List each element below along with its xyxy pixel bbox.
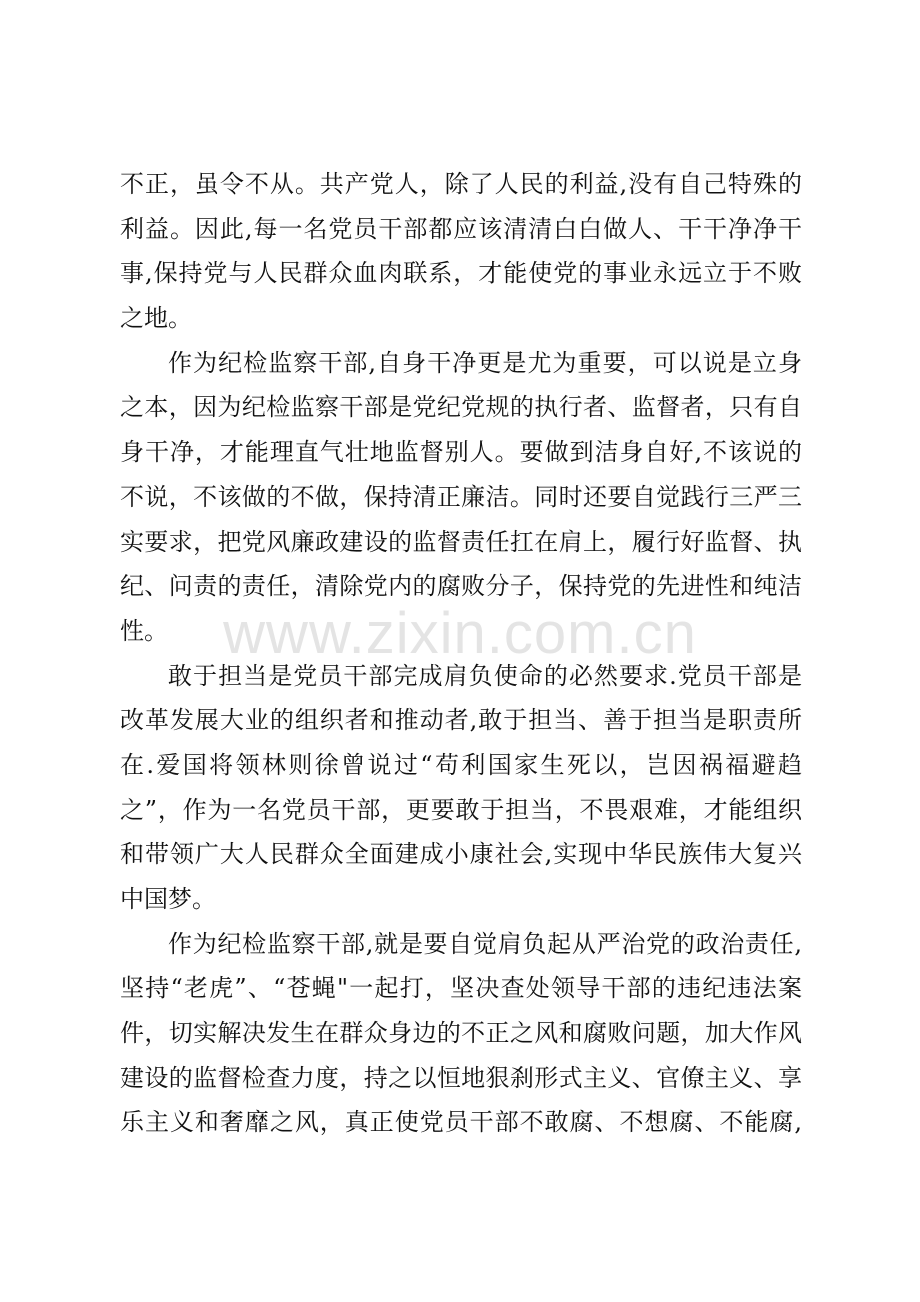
paragraph-line: 性。 bbox=[120, 616, 168, 645]
paragraph-line: 不正，虽令不从。共产党人，除了人民的利益,没有自己特殊的 bbox=[120, 170, 802, 198]
paragraph bbox=[120, 162, 802, 341]
paragraph-line: 事,保持党与人民群众血肉联系，才能使党的事业永远立于不败 bbox=[120, 259, 802, 288]
paragraph-line: 乐主义和奢靡之风，真正使党员干部不敢腐、不想腐、不能腐, bbox=[120, 1108, 802, 1137]
paragraph-line: 改革发展大业的组织者和推动者,敢于担当、善于担当是职责所 bbox=[120, 706, 802, 735]
paragraph-line: 件，切实解决发生在群众身边的不正之风和腐败问题，加大作风 bbox=[120, 1019, 802, 1048]
paragraph-line: 建设的监督检查力度，持之以恒地狠刹形式主义、官僚主义、享 bbox=[120, 1063, 802, 1092]
paragraph-line: 实要求，把党风廉政建设的监督责任扛在肩上，履行好监督、执 bbox=[120, 527, 802, 556]
paragraph-line: 利益。因此,每一名党员干部都应该清清白白做人、干干净净干 bbox=[120, 214, 802, 243]
paragraph-line: 不说，不该做的不做，保持清正廉洁。同时还要自觉践行三严三 bbox=[120, 482, 802, 511]
paragraph bbox=[120, 922, 802, 1145]
paragraph bbox=[120, 341, 802, 654]
paragraph-line: 之”，作为一名党员干部，更要敢于担当，不畏艰难，才能组织 bbox=[120, 795, 802, 824]
paragraph-line: 之本，因为纪检监察干部是党纪党规的执行者、监督者，只有自 bbox=[120, 393, 802, 422]
paragraph-line: 纪、问责的责任，清除党内的腐败分子，保持党的先进性和纯洁 bbox=[120, 572, 802, 601]
paragraph-line: 坚持“老虎”、“苍蝇"一起打，坚决查处领导干部的违纪违法案 bbox=[120, 974, 802, 1003]
document-body bbox=[120, 162, 802, 1145]
paragraph-line: 作为纪检监察干部,自身干净更是尤为重要，可以说是立身 bbox=[168, 348, 802, 377]
paragraph-line: 敢于担当是党员干部完成肩负使命的必然要求.党员干部是 bbox=[168, 661, 802, 690]
paragraph-line: 和带领广大人民群众全面建成小康社会,实现中华民族伟大复兴 bbox=[120, 840, 802, 869]
paragraph-line: 在.爱国将领林则徐曾说过“苟利国家生死以，岂因祸福避趋 bbox=[120, 750, 802, 779]
paragraph-line: 中国梦。 bbox=[120, 885, 216, 913]
paragraph bbox=[120, 654, 802, 922]
paragraph-line: 之地。 bbox=[120, 304, 192, 333]
watermark: www.zixin.com.cn bbox=[223, 601, 697, 666]
paragraph-line: 身干净，才能理直气壮地监督别人。要做到洁身自好,不该说的 bbox=[120, 438, 802, 467]
paragraph-line: 作为纪检监察干部,就是要自觉肩负起从严治党的政治责任, bbox=[168, 929, 802, 958]
